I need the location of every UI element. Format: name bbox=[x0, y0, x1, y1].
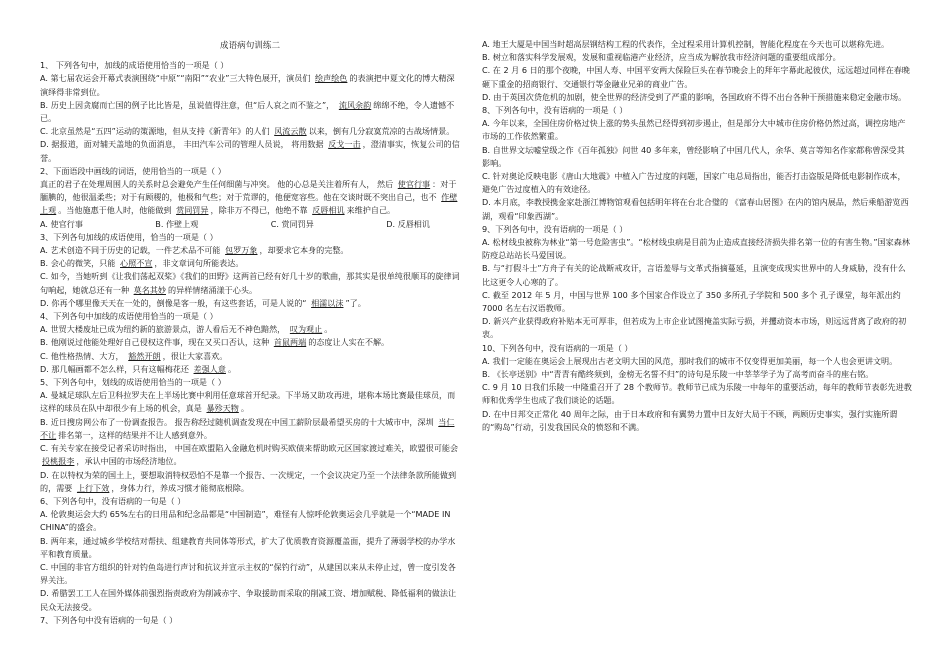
text-line bbox=[40, 495, 460, 508]
line-text: 真正的君子在处理周围人的关系时总会避免产生任何细菌与冲突。 他的心总是关注着所有人， 然后 bbox=[40, 179, 396, 190]
text-line bbox=[40, 508, 460, 534]
line-text: B. 近日搜房网公布了一份调查报告。 报告称经过随机调查发现在中国工薪阶层最希望买房的十大城市中，深圳 bbox=[40, 416, 437, 427]
line-text: 。 bbox=[324, 324, 333, 335]
underlined-idiom: 绘声绘色 bbox=[315, 73, 348, 84]
text-line bbox=[40, 257, 460, 270]
text-line bbox=[482, 368, 912, 381]
text-line bbox=[40, 469, 460, 495]
line-text: 7、下列各句中没有语病的一句是（ ） bbox=[40, 614, 178, 625]
line-text: D. 在中日邦交正常化 40 周年之际，由于日本政府和有翼势力置中日友好大局于不顾，两顾历史事实，强行实施所谓的“购岛”行动，引发我国民众的愤怒和不满。 bbox=[482, 408, 898, 432]
text-line bbox=[40, 614, 460, 627]
line-text: 的表演把中夏文化的博大精深演绎得非常到位。 bbox=[40, 73, 455, 97]
text-line bbox=[40, 561, 460, 587]
line-text: 。 bbox=[227, 363, 237, 374]
line-text: B. 树立和落实科学发展观，发展和重视临港产业经济，应当成为解放我市经济问题的重要组成部分。 bbox=[482, 52, 841, 63]
text-line bbox=[482, 315, 912, 341]
line-text: 10、下列各句中，没有语病的一项是（ ） bbox=[482, 342, 633, 353]
line-text: B. 《长亭送别》中“青青有酷终须到，金榜无名誓不归”的诗句是乐陵一中莘莘学子为了高考而奋斗的座右铭。 bbox=[482, 369, 874, 380]
text-line bbox=[482, 144, 912, 170]
text-line bbox=[482, 289, 912, 315]
line-text: ，却要求它本身的完整。 bbox=[259, 245, 349, 256]
line-text: ，承认中国的市场经济地位。 bbox=[76, 456, 182, 467]
line-text: 以来，倒有几分寂寞荒凉的古战场情景。 bbox=[308, 126, 455, 137]
line-text: A. 地王大厦是中国当时超高层钢结构工程的代表作，全过程采用计算机控制，智能化程度在今天也可以堪称先进。 bbox=[482, 39, 890, 49]
text-line bbox=[482, 38, 912, 51]
text-line bbox=[482, 51, 912, 64]
line-text: B. 两年来，通过城乡学校结对帮扶、组建教育共同体等形式，扩大了优质教育资源覆盖面，提升了薄弱学校的办学水平和教育质量。 bbox=[40, 535, 456, 559]
text-line bbox=[40, 442, 460, 468]
text-line bbox=[482, 196, 912, 222]
text-line bbox=[40, 310, 460, 323]
text-line bbox=[40, 363, 460, 376]
underlined-idiom: 使官行事 bbox=[397, 179, 431, 190]
option-text: A. 使官行事 bbox=[40, 218, 83, 229]
line-text: C. 他性格热情、大方， bbox=[40, 350, 127, 361]
left-column bbox=[40, 40, 460, 627]
text-line bbox=[40, 270, 460, 296]
text-line bbox=[40, 178, 460, 218]
text-line bbox=[40, 535, 460, 561]
line-text: B. 与“打假斗士”方舟子有关的论战断戒攻讦，言语羞辱与文革式指摘蔓延，且演变成现实世界中的人身威胁，没有什么比这更令人心寒的了。 bbox=[482, 263, 906, 287]
text-line bbox=[482, 91, 912, 104]
line-text: ，除非万不得已，他绝不靠 bbox=[210, 205, 311, 216]
text-line bbox=[40, 297, 460, 310]
line-text: ：对于腼腆的，他很温柔些；对于有顾稷的，他极和气些；对于荒谬的，他便宽容些。他在交谈时既不突出自己，也不 bbox=[40, 179, 457, 203]
line-text: A. 艺术创造不同于历史的记载，一件艺术品不可能 bbox=[40, 245, 224, 256]
line-text: D. 你再个哪里像天天在一处的，倒像是客一般，有这些套话，可是人说的“ bbox=[40, 297, 310, 308]
text-line bbox=[482, 117, 912, 143]
option-text: B. 作壁上观 bbox=[155, 218, 199, 229]
line-text: A. 我们一定能在奥运会上展现出古老文明大国的风范，那时我们的城市不仅变得更加美丽，每一个人也会更讲文明。 bbox=[482, 355, 898, 366]
line-text: C. 截至 2012 年 5 月，中国与世界 100 多个国家合作设立了 350 多所孔子学院和 500 多个 孔子课堂，每年派出约 7000 名左右汉语教师。 bbox=[482, 289, 901, 314]
text-line bbox=[482, 104, 912, 117]
line-text: 。 bbox=[240, 403, 249, 414]
text-line bbox=[482, 355, 912, 368]
line-text: C. 中国的非官方组织的针对钓鱼岛进行声讨和抗议并宣示主权的“保钓行动”，从建国以来从未停止过，曾一度引发各界关注。 bbox=[40, 561, 456, 586]
line-text: B. 自世界文坛嘘堂级之作《百年孤独》问世 40 多年来，曾经影响了中国几代人，余华、莫言等知名作家都称曾深受其影响。 bbox=[482, 144, 905, 168]
text-line bbox=[482, 170, 912, 196]
text-line bbox=[482, 236, 912, 262]
line-text: A. 第七届农运会开幕式表演围绕“中原”“南阳”“农业”三大特色展开，演员们 bbox=[40, 73, 313, 84]
line-text: ，很让大家喜欢。 bbox=[162, 350, 228, 361]
text-line bbox=[40, 165, 460, 178]
line-text: ，非文章词句所能表达。 bbox=[154, 258, 244, 269]
underlined-idiom: 赏同罚异 bbox=[176, 205, 209, 216]
line-text: 的异样情绪涌漾于心头。 bbox=[168, 284, 258, 295]
options-row bbox=[40, 218, 460, 231]
text-line bbox=[482, 223, 912, 236]
underlined-idiom: 叹为观止 bbox=[289, 324, 323, 335]
line-text: B. 历史上因贪腐而亡国的例子比比皆是，虽说值得注意，但“后人哀之而不鉴之”， bbox=[40, 99, 337, 110]
line-text: A. 今年以来，全国住房价格过快上涨的势头虽然已经得到初步遏止，但是部分大中城市住房价格仍然过高，调控房地产市场的工作依然繁重。 bbox=[482, 118, 906, 142]
line-text: A. 伦敦奥运会大约 65%左右的日用品和纪念品都是“中国制造”，难怪有人惊呼伦敦奥运会几乎就是一个“MADE IN CHINA”的盛会。 bbox=[40, 509, 451, 533]
line-text: 。当他施惠于他人时，他能做到 bbox=[58, 205, 175, 216]
text-line bbox=[40, 72, 460, 98]
line-text: D. 由于英国次贷危机的加剧，使全世界的经济受到了严重的影响，各国政府不得不出台各种干预措施来稳定金融市场。 bbox=[482, 91, 907, 102]
text-line bbox=[40, 323, 460, 336]
underlined-idiom: 作壁上观 bbox=[40, 192, 458, 216]
text-line bbox=[40, 125, 460, 138]
text-line bbox=[40, 376, 460, 389]
line-text: C. 在 2 月 6 日的那个夜晚，中国人寿、中国平安两大保险巨头在春节晚会上的拜年字幕此起彼伏，远远超过同样在春晚砸下重金的招商银行、交通银行等金融业兄弟的商业广告。 bbox=[482, 65, 910, 89]
line-text: A. 松材线虫被称为林业“第一号危险害虫”。“松材线虫病是目前为止造成直接经济损失排名第一位的有害生物。”国家森林防疫总站站长马爱国说。 bbox=[482, 237, 910, 261]
line-text: D. 在以特权为荣的国土上，要想取消特权恐怕不是靠一个报告、一次规定，一个会议决定乃至一个法律条款所能做到的，需要 bbox=[40, 469, 457, 493]
line-text: A. 世贸大楼废址已成为纽约新的旅游景点，游人看后无不神色黯然， bbox=[40, 324, 288, 335]
line-text: C. 9 月 10 日我们乐陵一中隆重召开了 28 个教师节。教师节已成为乐陵一中每年的重要活动，每年的教师节表彰先进教师和优秀学生也成了我们谈论的话题。 bbox=[482, 382, 912, 406]
line-text: 9、下列各句中，没有语病的一项是（ ） bbox=[482, 223, 628, 234]
line-text: 2、下面语段中画线的词语，使用恰当的一项是（ ） bbox=[40, 165, 226, 176]
option-text: D. 反唇相讥 bbox=[386, 218, 430, 229]
underlined-idiom: 莫名其妙 bbox=[133, 284, 166, 295]
line-text: 4、下列各句中加线的成语使用恰当的一项是（ ） bbox=[40, 311, 218, 322]
line-text: 绵绵不绝，令人遗憾不已。 bbox=[40, 99, 455, 124]
line-text: C. 北京虽然是“五四”运动的策源地，但从支持《新青年》的人们 bbox=[40, 126, 273, 137]
text-line bbox=[482, 64, 912, 90]
text-line bbox=[40, 138, 460, 164]
underlined-idiom: 包罗万象 bbox=[225, 245, 258, 256]
line-text: 排名第一，这样的结果并不让人感到意外。 bbox=[58, 429, 212, 440]
underlined-idiom: 风流云散 bbox=[274, 126, 307, 137]
underlined-idiom: 相濡以沫 bbox=[311, 297, 344, 308]
text-line bbox=[40, 231, 460, 244]
line-text: D. 希腊罢工工人在国外媒体前强烈指责政府为削减赤字、争取援助而采取的削减工资、增加赋税、降低福利的做法让民众无法接受。 bbox=[40, 588, 457, 612]
underlined-idiom: 心照不宣 bbox=[120, 258, 153, 269]
line-text: 8、下列各句中，没有语病的一项是（ ） bbox=[482, 105, 628, 116]
right-column bbox=[482, 38, 912, 434]
line-text: D. 据报道，面对辅天盖地的负面消息， 丰田汽车公司的管理人员说， 将用数据 bbox=[40, 139, 327, 150]
underlined-idiom: 上行下效 bbox=[76, 482, 110, 493]
text-line bbox=[40, 389, 460, 415]
line-text: ”了。 bbox=[345, 297, 366, 308]
line-text: 3、下列各句加线的成语使用，恰当的一项是（ ） bbox=[40, 231, 218, 242]
line-text: 来维护自己。 bbox=[346, 205, 396, 216]
underlined-idiom: 首鼠两端 bbox=[273, 337, 307, 348]
line-text: 5、下列各句中，划线的成语使用恰当的一项是（ ） bbox=[40, 377, 226, 388]
page-title: 成语病句训练二 bbox=[219, 41, 281, 51]
underlined-idiom: 豁然开朗 bbox=[128, 350, 161, 361]
text-line bbox=[482, 381, 912, 407]
underlined-idiom: 反戈一击 bbox=[328, 139, 361, 150]
text-line bbox=[482, 262, 912, 288]
text-line bbox=[40, 587, 460, 613]
underlined-idiom: 投桃报李 bbox=[42, 456, 75, 467]
underlined-idiom: 暴殄天物 bbox=[206, 403, 239, 414]
line-text: B. 会心的微笑，只能 bbox=[40, 258, 119, 269]
line-text: 6、下列各句中，没有语病的一句是（ ） bbox=[40, 495, 186, 506]
line-text: C. 针对奥论反映电影《唐山大地震》中植入广告过度的问题，国家广电总局指出，能否打击盗版是降低电影制作成本，避免广告过度植入的有效途径。 bbox=[482, 171, 906, 195]
line-text: D. 本月底，李教授携金家赴浙江博物馆观看包括明年将在台北合璧的 《富春山居图》在内的馆内展品，然后乘船游览西湖，观看“印象西湖”。 bbox=[482, 197, 909, 221]
underlined-idiom: 反唇相讥 bbox=[312, 205, 345, 216]
line-text: D. 那几幅画都不怎么样，只有这幅梅花还 bbox=[40, 363, 192, 374]
line-text: A. 曼城足球队左后卫科拉罗夫在上半场比赛中利用任意球首开纪录。下半场又助攻再进，堪称本场比赛最佳球员，而这样的球员在队中却很少有上场的机会，真是 bbox=[40, 390, 456, 414]
line-text: C. 如今，当她听到《让我们荡起双桨》《我们的田野》这两首已经有好几十岁的歌曲，那其实是很单纯很顺耳的旋律词句响起，她就总还有一种 bbox=[40, 271, 460, 295]
line-text: B. 他刚说过他能处理好自己侵权这件事，现在又买口否认，这种 bbox=[40, 337, 272, 348]
text-line bbox=[40, 416, 460, 442]
underlined-idiom: 当仁不让 bbox=[40, 416, 455, 440]
text-line bbox=[40, 350, 460, 363]
line-text: 1、 下列各句中，加线的成语使用恰当的一项是（ ） bbox=[40, 60, 229, 71]
line-text: 的态度让人实在不解。 bbox=[308, 337, 390, 348]
text-line bbox=[40, 336, 460, 349]
text-line bbox=[40, 99, 460, 125]
underlined-idiom: 流风余韵 bbox=[338, 99, 372, 110]
text-line bbox=[482, 408, 912, 434]
text-line bbox=[482, 342, 912, 355]
line-text: C. 有关专家在接受记者采访时指出， 中国在欧盟陷入金融危机时购买欧债来帮助欧元区国家渡过难关，欧盟很可能会 bbox=[40, 443, 459, 454]
line-text: ，澄清事实，恢复公司的信誉。 bbox=[40, 139, 460, 163]
line-text: D. 新兴产业获得政府补贴本无可厚非，但若成为上市企业试图掩盖实际亏损，并攫动资本市场，则远远背离了政府的初衷。 bbox=[482, 316, 907, 340]
line-text: ，身体力行，养成习惯才能彻底根除。 bbox=[111, 482, 249, 493]
option-text: C. 赏同罚异 bbox=[270, 218, 314, 229]
text-line bbox=[40, 244, 460, 257]
underlined-idiom: 差强人意 bbox=[193, 363, 226, 374]
text-line bbox=[40, 59, 460, 72]
